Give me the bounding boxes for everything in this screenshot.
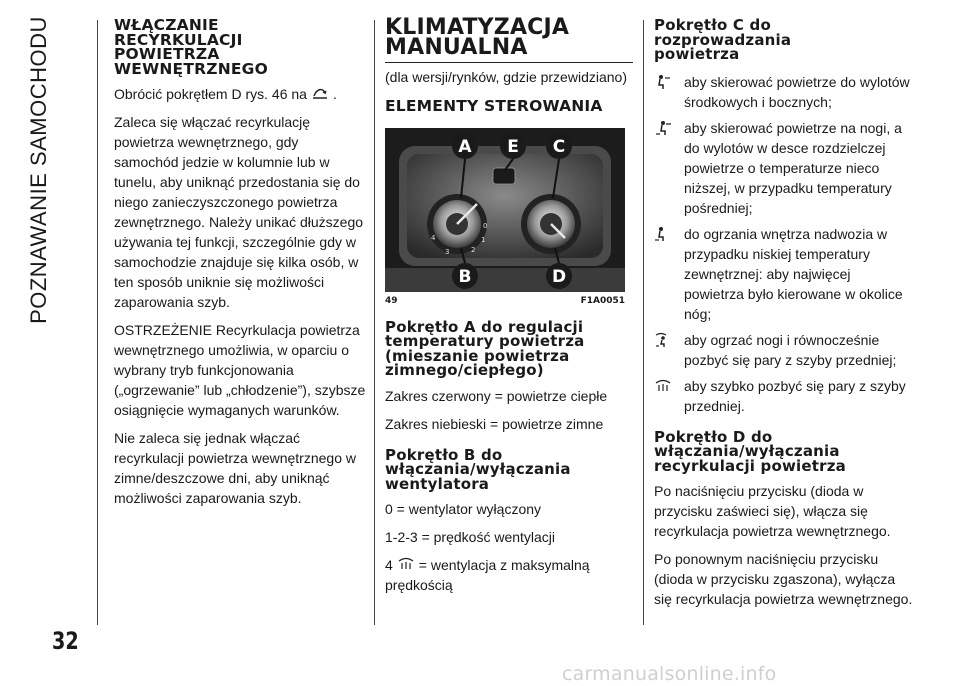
vent-feet-defrost-icon: [654, 330, 684, 370]
side-section-title: POZNAWANIE SAMOCHODU: [26, 16, 51, 324]
figure-number: 49: [385, 295, 398, 306]
paragraph: 0 = wentylator wyłączony: [385, 501, 542, 517]
paragraph: Zakres niebieski = powietrze zimne: [385, 415, 604, 432]
list-item: aby szybko pozbyć się pary z szyby przedniej.: [654, 376, 914, 416]
list-item: do ogrzania wnętrza nadwozia w przypadku niskiej temperatury zewnętrznej: aby najwięcej powietrza było kierowane w okolice nóg;: [654, 224, 914, 324]
paragraph: 1-2-3 = prędkość wentylacji: [385, 529, 556, 545]
section-heading: ELEMENTY STEROWANIA: [385, 97, 603, 115]
column-air-distribution: [654, 18, 914, 617]
paragraph: Po naciśnięciu przycisku (dioda w przycisku zaświeci się), włącza się recyrkulacja powietrza wewnętrznego.: [654, 483, 891, 539]
knob-mark: 2: [471, 245, 476, 254]
column-divider: [97, 20, 98, 625]
knob-mark: 0: [483, 221, 488, 230]
control-panel-figure: [385, 128, 625, 292]
list-item: aby skierować powietrze do wylotów środkowych i bocznych;: [654, 72, 914, 112]
column-divider: [643, 20, 644, 625]
list-item: aby skierować powietrze na nogi, a do wylotów w desce rozdzielczej powietrze o temperaturze nieco niższej, w przypadku temperatury pośredniej;: [654, 118, 914, 218]
column-manual-climate: [385, 15, 633, 603]
list-item: aby ogrzać nogi i równocześnie pozbyć się pary z szyby przedniej;: [654, 330, 914, 370]
heading-recirculation: WŁĄCZANIE RECYRKULACJI POWIETRZA WEWNĘTRZNEGO: [114, 16, 268, 78]
paragraph: Nie zaleca się jednak włączać recyrkulacji powietrza wewnętrznego w zimne/deszczowe dni, aby uniknąć możliwości zaparowania szyb.: [114, 430, 356, 506]
heading-knob-c: Pokrętło C do rozprowadzania powietrza: [654, 16, 792, 63]
paragraph: Zaleca się włączać recyrkulację powietrza wewnętrznego, gdy samochód jedzie w kolumnie lub w tunelu, aby uniknąć przedostania się do niego zanieczyszczonego powietrza zewnętrznego. Należy unikać dłuższego używania tej funkcji, szczególnie gdy w samochodzie znajduje się kilka osób, w ten sposób uniknie się możliwości zaparowania szyb.: [114, 114, 364, 310]
paragraph: OSTRZEŻENIE Recyrkulacja powietrza wewnętrznego umożliwia, w oparciu o wybrany tryb funkcjonowania („ogrzewanie” lub „chłodzenie”), szybsze osiągnięcie wymaganych warunków.: [114, 322, 366, 418]
figure-label-d: D: [551, 266, 567, 287]
figure-code: F1A0051: [580, 295, 625, 306]
vent-feet-icon: [654, 224, 684, 324]
defrost-icon: [397, 556, 415, 570]
column-recirculation: [114, 18, 366, 516]
heading-knob-b: Pokrętło B do włączania/wyłączania wentylatora: [385, 445, 571, 493]
vent-face-icon: [654, 72, 684, 112]
knob-mark: 1: [481, 235, 486, 244]
watermark: carmanualsonline.info: [562, 663, 777, 685]
vent-face-feet-icon: [654, 118, 684, 218]
page-title: KLIMATYZACJA MANUALNA: [385, 15, 570, 60]
title-rule: [385, 62, 633, 63]
knob-mark: 3: [445, 247, 450, 256]
paragraph: Po ponownym naciśnięciu przycisku (dioda w przycisku zgaszona), wyłącza się recyrkulacja powietrza wewnętrznego.: [654, 551, 913, 607]
figure-label-c: C: [552, 136, 566, 157]
heading-knob-d: Pokrętło D do włączania/wyłączania recyrkulacji powietrza: [654, 427, 846, 475]
column-divider: [374, 20, 375, 625]
paragraph: Zakres czerwony = powietrze ciepłe: [385, 387, 608, 404]
figure-caption: [385, 296, 633, 306]
figure-label-b: B: [458, 266, 472, 287]
knob-mark: 4: [431, 233, 436, 242]
page-number: 32: [52, 627, 79, 655]
recirculation-icon: [311, 85, 329, 99]
defrost-icon: [654, 376, 684, 416]
heading-knob-a: Pokrętło A do regulacji temperatury powietrza (mieszanie powietrza zimnego/ciepłego): [385, 317, 585, 379]
figure-label-e: E: [507, 136, 519, 157]
figure-label-a: A: [458, 136, 472, 157]
subtitle: (dla wersji/rynków, gdzie przewidziano): [385, 69, 627, 85]
paragraph: 4 = wentylacja z maksymalną prędkością: [385, 557, 590, 593]
paragraph: Obrócić pokrętłem D rys. 46 na .: [114, 86, 337, 102]
